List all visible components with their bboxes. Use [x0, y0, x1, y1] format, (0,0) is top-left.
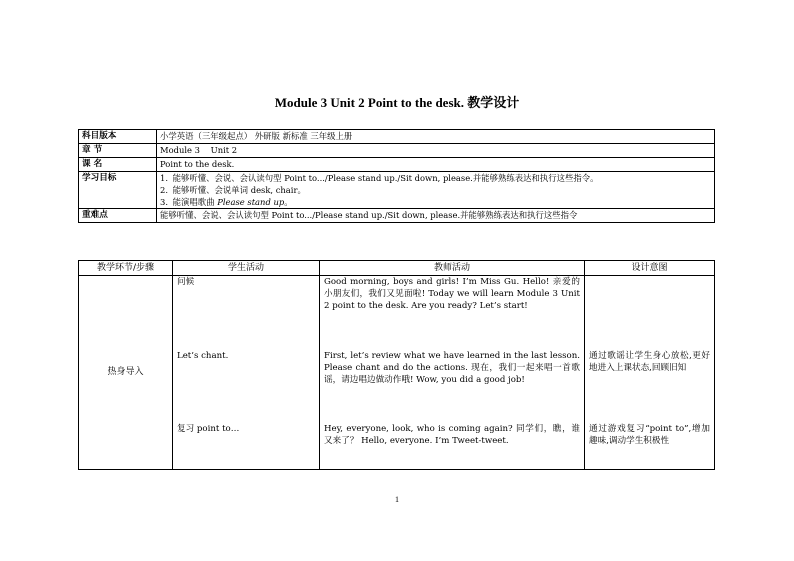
design-intent-chant: 通过歌谣让学生身心放松,更好地进入上课状态,回顾旧知: [589, 351, 710, 374]
info-row-chapter: [79, 144, 715, 158]
goal-item: [160, 184, 711, 196]
teacher-activity-chant: First, let’s review what we have learned in the last lesson. Please chant and do the actions. 现在，我们一起来唱一首歌谣，请边唱边做动作哦! Wow, you did a good job!: [324, 351, 580, 386]
goal-item: [160, 196, 711, 208]
goal-text: 能够听懂、会说、会认读句型 Point to.../Please stand up./Sit down, please.并能够熟练表达和执行这些指令。: [172, 173, 599, 183]
info-value: 能够听懂、会说、会认读句型 Point to.../Please stand up./Sit down, please.并能够熟练表达和执行这些指令: [157, 209, 715, 223]
header-stage: 教学环节/步骤: [79, 261, 173, 276]
page-number: 1: [395, 495, 399, 504]
goals-list: [157, 172, 715, 209]
teacher-activity-cell: [320, 276, 585, 470]
goal-number: 1.: [160, 173, 168, 183]
teaching-process-table: [78, 260, 715, 470]
header-student-activity: 学生活动: [173, 261, 320, 276]
info-label: 重难点: [79, 209, 157, 223]
info-row-subject: [79, 130, 715, 144]
info-row-goals: [79, 172, 715, 209]
info-row-lesson: [79, 158, 715, 172]
document-title: Module 3 Unit 2 Point to the desk. 教学设计: [274, 95, 520, 110]
header-design-intent: 设计意图: [585, 261, 715, 276]
student-activity-review: 复习 point to…: [177, 424, 240, 434]
lesson-info-table: [78, 129, 715, 223]
design-intent-cell: [585, 276, 715, 470]
info-value: Module 3 Unit 2: [157, 144, 715, 158]
teacher-activity-greeting: Good morning, boys and girls! I’m Miss Gu. Hello! 亲爱的小朋友们，我们又见面啦! Today we will learn Module 3 Unit 2 point to the desk. Are you ready? Let’s start!: [324, 277, 580, 312]
goal-text: 能够听懂、会说单词 desk, chair。: [172, 185, 306, 195]
student-activity-cell: [173, 276, 320, 470]
student-activity-greeting: 问候: [177, 277, 195, 287]
goal-number: 2.: [160, 185, 168, 195]
info-label: 课 名: [79, 158, 157, 172]
info-label: 章 节: [79, 144, 157, 158]
song-title: Please stand up: [217, 197, 285, 207]
goal-item: [160, 172, 711, 184]
info-label: 学习目标: [79, 172, 157, 209]
process-row-warmup: [79, 276, 715, 470]
teacher-activity-review: Hey, everyone, look, who is coming again? 同学们，瞧，谁又来了？ Hello, everyone. I’m Tweet-tweet.: [324, 424, 580, 447]
design-intent-review: 通过游戏复习“point to”,增加趣味,调动学生积极性: [589, 424, 710, 447]
info-label: 科目版本: [79, 130, 157, 144]
header-teacher-activity: 教师活动: [320, 261, 585, 276]
goal-text-pre: 能演唱歌曲: [172, 197, 218, 207]
info-value: Point to the desk.: [157, 158, 715, 172]
info-value: 小学英语（三年级起点） 外研版 新标准 三年级上册: [157, 130, 715, 144]
student-activity-chant: Let’s chant.: [177, 351, 229, 361]
info-row-key-points: [79, 209, 715, 223]
goal-number: 3.: [160, 197, 168, 207]
goal-text-post: 。: [284, 197, 293, 207]
stage-cell: 热身导入: [79, 276, 173, 470]
process-header-row: [79, 261, 715, 276]
